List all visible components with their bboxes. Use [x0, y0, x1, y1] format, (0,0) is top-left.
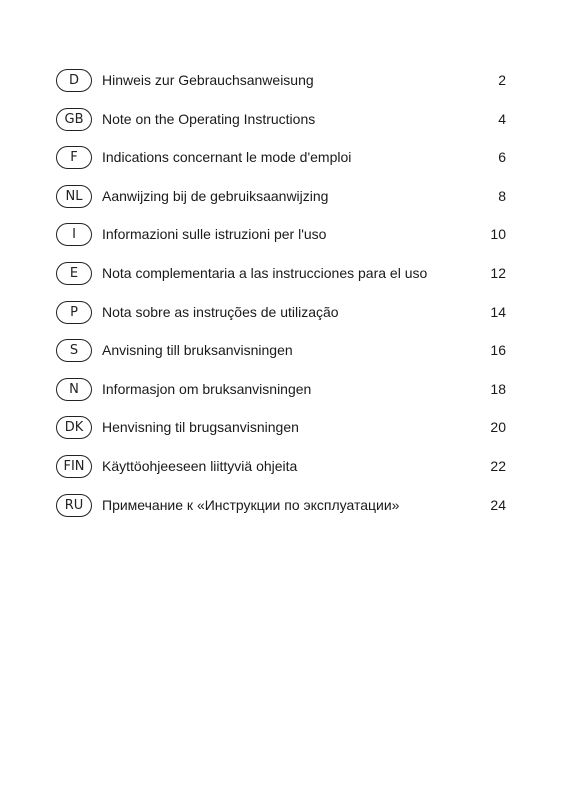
entry-title: Käyttöohjeeseen liittyviä ohjeita [102, 457, 298, 474]
toc-entry-pt[interactable] [56, 300, 506, 339]
language-code-badge: D [56, 69, 92, 92]
toc-entry-fr[interactable] [56, 145, 506, 184]
entry-title: Note on the Operating Instructions [102, 110, 316, 127]
toc-entry-ru[interactable] [56, 493, 506, 532]
entry-page-number: 14 [490, 303, 506, 320]
entry-page-number: 12 [490, 264, 506, 281]
toc-entry-it[interactable] [56, 222, 506, 261]
entry-page-number: 10 [490, 226, 506, 243]
toc-entry-no[interactable] [56, 377, 506, 416]
language-code-badge: S [56, 339, 92, 362]
entry-page-number: 22 [490, 457, 506, 474]
entry-title: Nota complementaria a las instrucciones para el uso [102, 264, 428, 281]
language-code-badge: RU [56, 494, 92, 517]
language-code-badge: P [56, 301, 92, 324]
language-code-badge: GB [56, 108, 92, 131]
language-code-badge: E [56, 262, 92, 285]
language-code-badge: FIN [56, 455, 92, 478]
entry-page-number: 20 [490, 419, 506, 436]
toc-entry-nl[interactable] [56, 184, 506, 223]
toc-entry-dk[interactable] [56, 415, 506, 454]
entry-title: Henvisning til brugsanvisningen [102, 419, 299, 436]
entry-page-number: 24 [490, 496, 506, 513]
entry-title: Informazioni sulle istruzioni per l'uso [102, 226, 327, 243]
toc-entry-es[interactable] [56, 261, 506, 300]
entry-page-number: 16 [490, 342, 506, 359]
entry-title: Indications concernant le mode d'emploi [102, 149, 352, 166]
entry-page-number: 18 [490, 380, 506, 397]
toc-entry-de[interactable] [56, 68, 506, 107]
entry-title: Anvisning till bruksanvisningen [102, 342, 293, 359]
language-code-badge: DK [56, 416, 92, 439]
language-code-badge: N [56, 378, 92, 401]
entry-title: Примечание к «Инструкции по эксплуатации» [102, 496, 400, 513]
entry-page-number: 2 [498, 72, 506, 88]
entry-title: Nota sobre as instruções de utilização [102, 303, 339, 320]
entry-title: Aanwijzing bij de gebruiksaanwijzing [102, 187, 329, 204]
entry-title: Informasjon om bruksanvisningen [102, 380, 312, 397]
toc-entry-se[interactable] [56, 338, 506, 377]
language-code-badge: F [56, 146, 92, 169]
language-code-badge: I [56, 223, 92, 246]
entry-page-number: 4 [498, 110, 506, 127]
toc-entry-gb[interactable] [56, 107, 506, 146]
language-code-badge: NL [56, 185, 92, 208]
entry-title: Hinweis zur Gebrauchsanweisung [102, 72, 314, 88]
entry-page-number: 6 [498, 149, 506, 166]
toc-entry-fi[interactable] [56, 454, 506, 493]
table-of-contents [56, 68, 506, 531]
entry-page-number: 8 [498, 187, 506, 204]
